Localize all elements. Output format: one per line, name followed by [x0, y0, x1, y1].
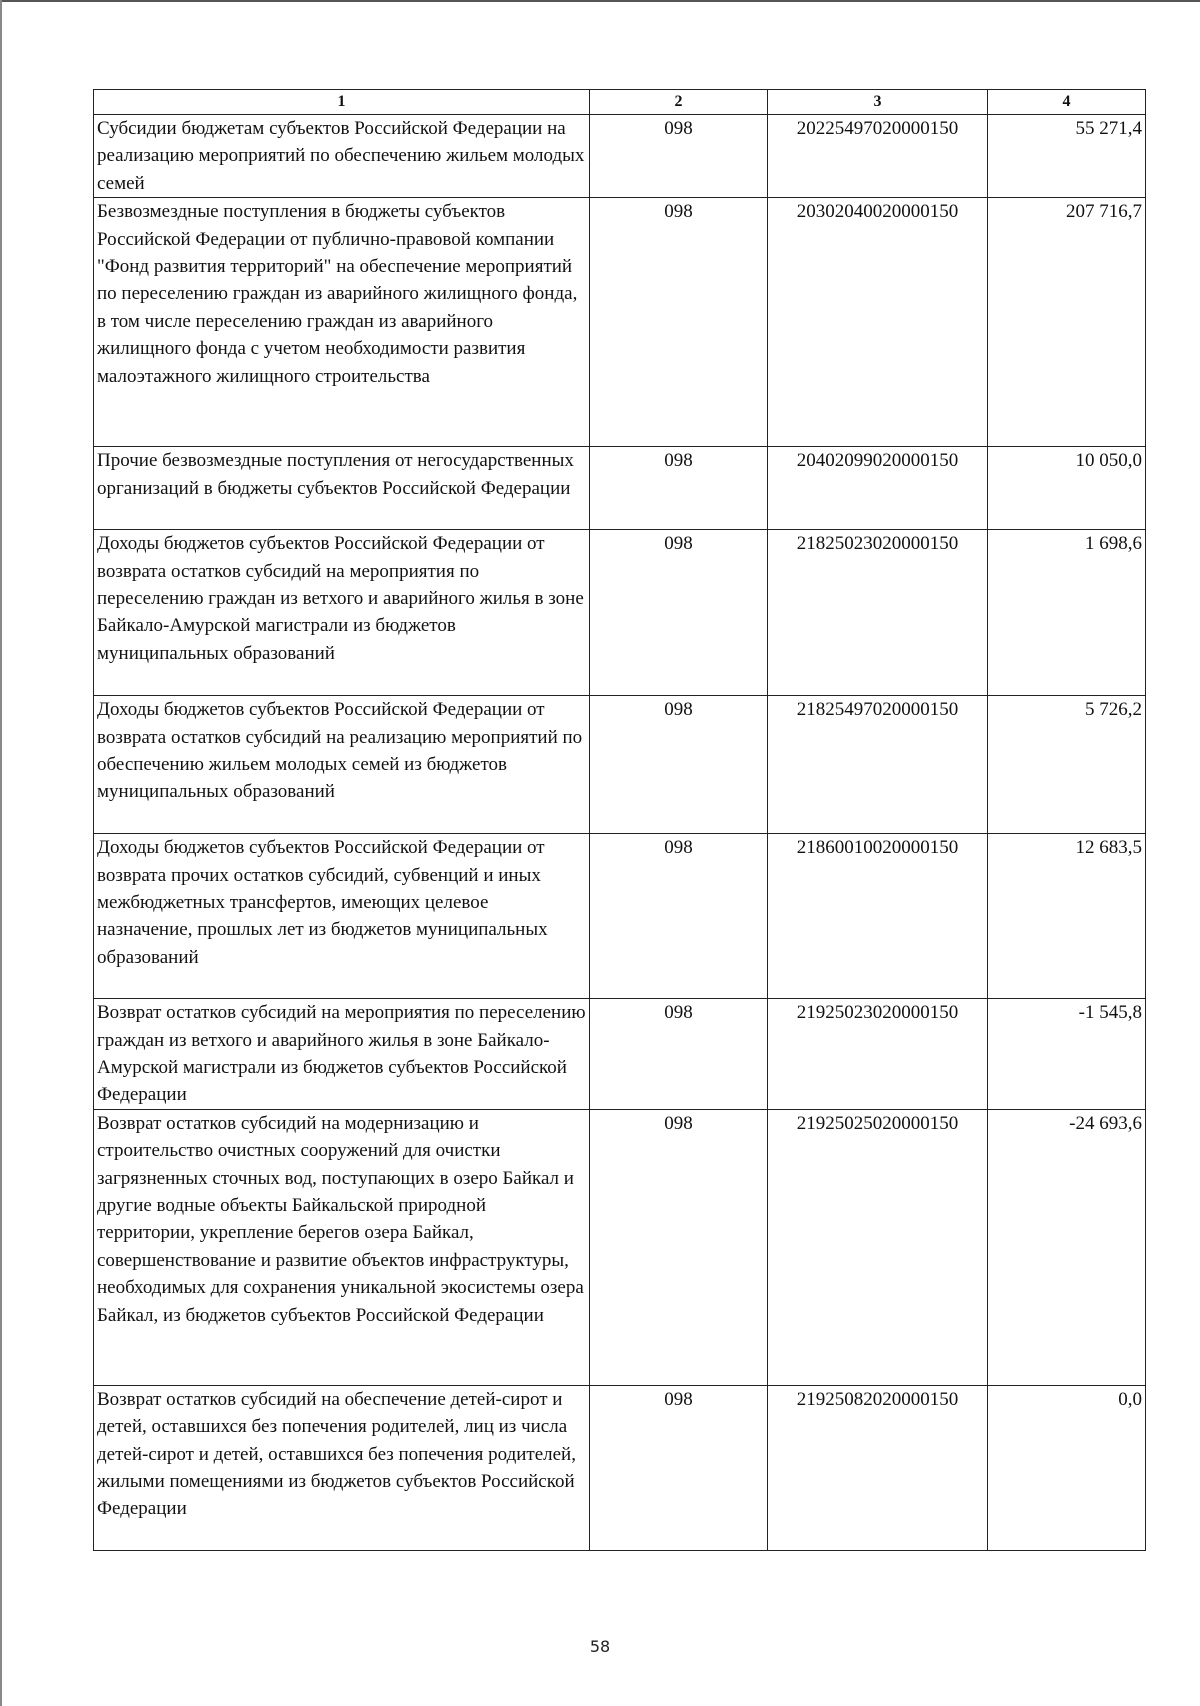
row-amount-cell: 55 271,4: [988, 115, 1146, 198]
row-name-cell: Доходы бюджетов субъектов Российской Федерации от возврата прочих остатков субсидий, субвенций и иных межбюджетных трансфертов, имеющих целевое назначение, прошлых лет из бюджетов муниципальных образований: [94, 834, 590, 999]
row-amount-cell: -1 545,8: [988, 999, 1146, 1110]
row-amount-cell: -24 693,6: [988, 1109, 1146, 1385]
budget-revenue-table: [93, 89, 1146, 1551]
row-name-cell: Прочие безвозмездные поступления от негосударственных организаций в бюджеты субъектов Российской Федерации: [94, 447, 590, 530]
page-number: 58: [589, 1637, 611, 1656]
table-row: [94, 530, 1146, 696]
row-kbk-cell: 21925023020000150: [768, 999, 988, 1110]
table-row: [94, 834, 1146, 999]
row-admin-code-cell: 098: [590, 834, 768, 999]
row-name-cell: Безвозмездные поступления в бюджеты субъектов Российской Федерации от публично-правовой компании "Фонд развития территорий" на обеспечение мероприятий по переселению граждан из аварийного жилищного фонда, в том числе переселению граждан из аварийного жилищного фонда с учетом необходимости развития малоэтажного жилищного строительства: [94, 198, 590, 447]
row-kbk-cell: 21825023020000150: [768, 530, 988, 696]
row-admin-code-cell: 098: [590, 115, 768, 198]
row-kbk-cell: 20225497020000150: [768, 115, 988, 198]
row-amount-cell: 0,0: [988, 1385, 1146, 1550]
table-row: [94, 1109, 1146, 1385]
column-header-admin-code: 2: [590, 90, 768, 115]
row-kbk-cell: 21925082020000150: [768, 1385, 988, 1550]
row-amount-cell: 10 050,0: [988, 447, 1146, 530]
row-admin-code-cell: 098: [590, 198, 768, 447]
row-name-cell: Доходы бюджетов субъектов Российской Федерации от возврата остатков субсидий на мероприятия по переселению граждан из ветхого и аварийного жилья в зоне Байкало-Амурской магистрали из бюджетов муниципальных образований: [94, 530, 590, 696]
row-kbk-cell: 21925025020000150: [768, 1109, 988, 1385]
row-admin-code-cell: 098: [590, 530, 768, 696]
row-name-cell: Возврат остатков субсидий на модернизацию и строительство очистных сооружений для очистки загрязненных сточных вод, поступающих в озеро Байкал и другие водные объекты Байкальской природной территории, укрепление берегов озера Байкал, совершенствование и развитие объектов инфраструктуры, необходимых для сохранения уникальной экосистемы озера Байкал, из бюджетов субъектов Российской Федерации: [94, 1109, 590, 1385]
row-kbk-cell: 21825497020000150: [768, 696, 988, 834]
table-row: [94, 696, 1146, 834]
table-row: [94, 115, 1146, 198]
row-kbk-cell: 20302040020000150: [768, 198, 988, 447]
scan-border-left: [0, 0, 2, 1706]
row-amount-cell: 12 683,5: [988, 834, 1146, 999]
table-row: [94, 198, 1146, 447]
row-name-cell: Доходы бюджетов субъектов Российской Федерации от возврата остатков субсидий на реализацию мероприятий по обеспечению жильем молодых семей из бюджетов муниципальных образований: [94, 696, 590, 834]
row-name-cell: Субсидии бюджетам субъектов Российской Федерации на реализацию мероприятий по обеспечению жильем молодых семей: [94, 115, 590, 198]
column-header-name: 1: [94, 90, 590, 115]
row-kbk-cell: 21860010020000150: [768, 834, 988, 999]
row-name-cell: Возврат остатков субсидий на мероприятия по переселению граждан из ветхого и аварийного жилья в зоне Байкало-Амурской магистрали из бюджетов субъектов Российской Федерации: [94, 999, 590, 1110]
row-admin-code-cell: 098: [590, 1385, 768, 1550]
table-row: [94, 1385, 1146, 1550]
table-row: [94, 447, 1146, 530]
row-amount-cell: 5 726,2: [988, 696, 1146, 834]
row-admin-code-cell: 098: [590, 999, 768, 1110]
row-name-cell: Возврат остатков субсидий на обеспечение детей-сирот и детей, оставшихся без попечения родителей, лиц из числа детей-сирот и детей, оставшихся без попечения родителей, жилыми помещениями из бюджетов субъектов Российской Федерации: [94, 1385, 590, 1550]
column-header-kbk: 3: [768, 90, 988, 115]
table-row: [94, 999, 1146, 1110]
table-header-row: [94, 90, 1146, 115]
row-admin-code-cell: 098: [590, 447, 768, 530]
row-kbk-cell: 20402099020000150: [768, 447, 988, 530]
column-header-amount: 4: [988, 90, 1146, 115]
row-amount-cell: 1 698,6: [988, 530, 1146, 696]
row-admin-code-cell: 098: [590, 696, 768, 834]
row-admin-code-cell: 098: [590, 1109, 768, 1385]
row-amount-cell: 207 716,7: [988, 198, 1146, 447]
scan-border-top: [0, 0, 1200, 2]
